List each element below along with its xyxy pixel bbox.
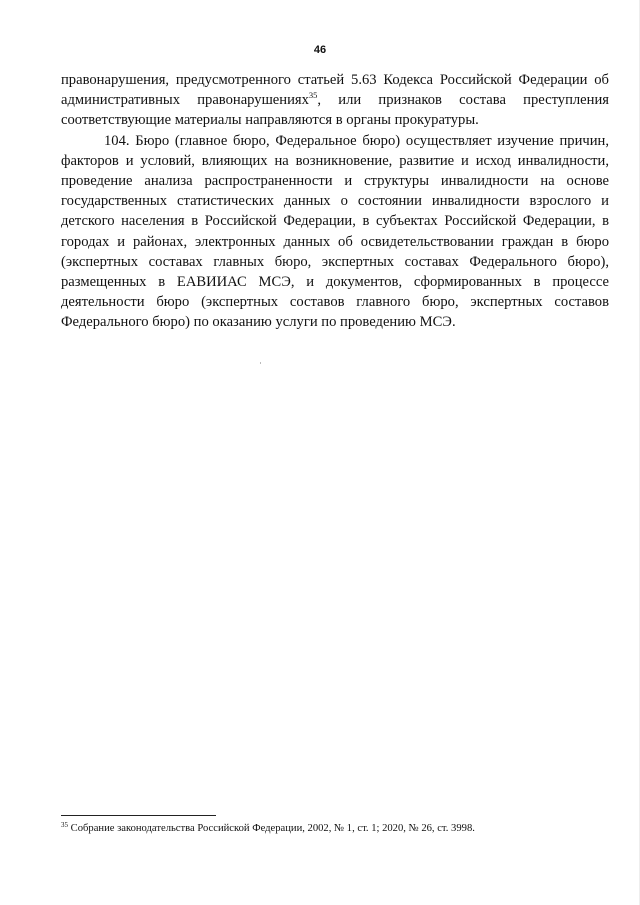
footnote-marker: 35	[61, 821, 68, 829]
paragraph-2-line-8: размещенных в ЕАВИИАС МСЭ, и документов, сформированных в процессе	[61, 274, 609, 291]
paragraph-2-line-3: проведение анализа распространенности и структуры инвалидности на основе	[61, 173, 609, 190]
footnote-separator	[61, 815, 216, 816]
paragraph-2-line-9: деятельности бюро (экспертных составов главного бюро, экспертных составов	[61, 294, 609, 311]
paragraph-1-line-2-text: административных правонарушениях	[61, 92, 309, 109]
page-number: 46	[313, 44, 327, 56]
footnote	[61, 822, 609, 835]
paragraph-1-line-2	[61, 90, 609, 110]
paragraph-2	[61, 131, 609, 333]
paragraph-1-line-1: правонарушения, предусмотренного статьей 5.63 Кодекса Российской Федерации об	[61, 72, 609, 88]
paragraph-2-line-1: 104. Бюро (главное бюро, Федеральное бюро) осуществляет изучение причин,	[104, 132, 609, 149]
paragraph-2-line-5: детского населения в Российской Федерации, в субъектах Российской Федерации, в	[61, 213, 609, 230]
paragraph-2-line-10: Федерального бюро) по оказанию услуги по проведению МСЭ.	[61, 314, 456, 331]
paragraph-1-line-2-rest: , или признаков состава преступления	[317, 92, 609, 109]
paragraph-2-line-4: государственных статистических данных о состоянии инвалидности взрослого и	[61, 193, 609, 210]
body-text	[61, 70, 609, 333]
footnote-text: Собрание законодательства Российской Федерации, 2002, № 1, ст. 1; 2020, № 26, ст. 3998.	[68, 823, 475, 834]
paragraph-1-line-3: соответствующие материалы направляются в органы прокуратуры.	[61, 112, 479, 129]
paragraph-2-line-6: городах и районах, электронных данных об освидетельствовании граждан в бюро	[61, 233, 609, 250]
footnote-reference[interactable]: 35	[308, 90, 318, 101]
scan-artifact	[260, 362, 261, 364]
paragraph-2-line-7: (экспертных составах главных бюро, экспертных составах Федерального бюро),	[61, 253, 609, 270]
paragraph-2-line-2: факторов и условий, влияющих на возникновение, развитие и исход инвалидности,	[61, 152, 609, 169]
paragraph-1	[61, 70, 609, 131]
